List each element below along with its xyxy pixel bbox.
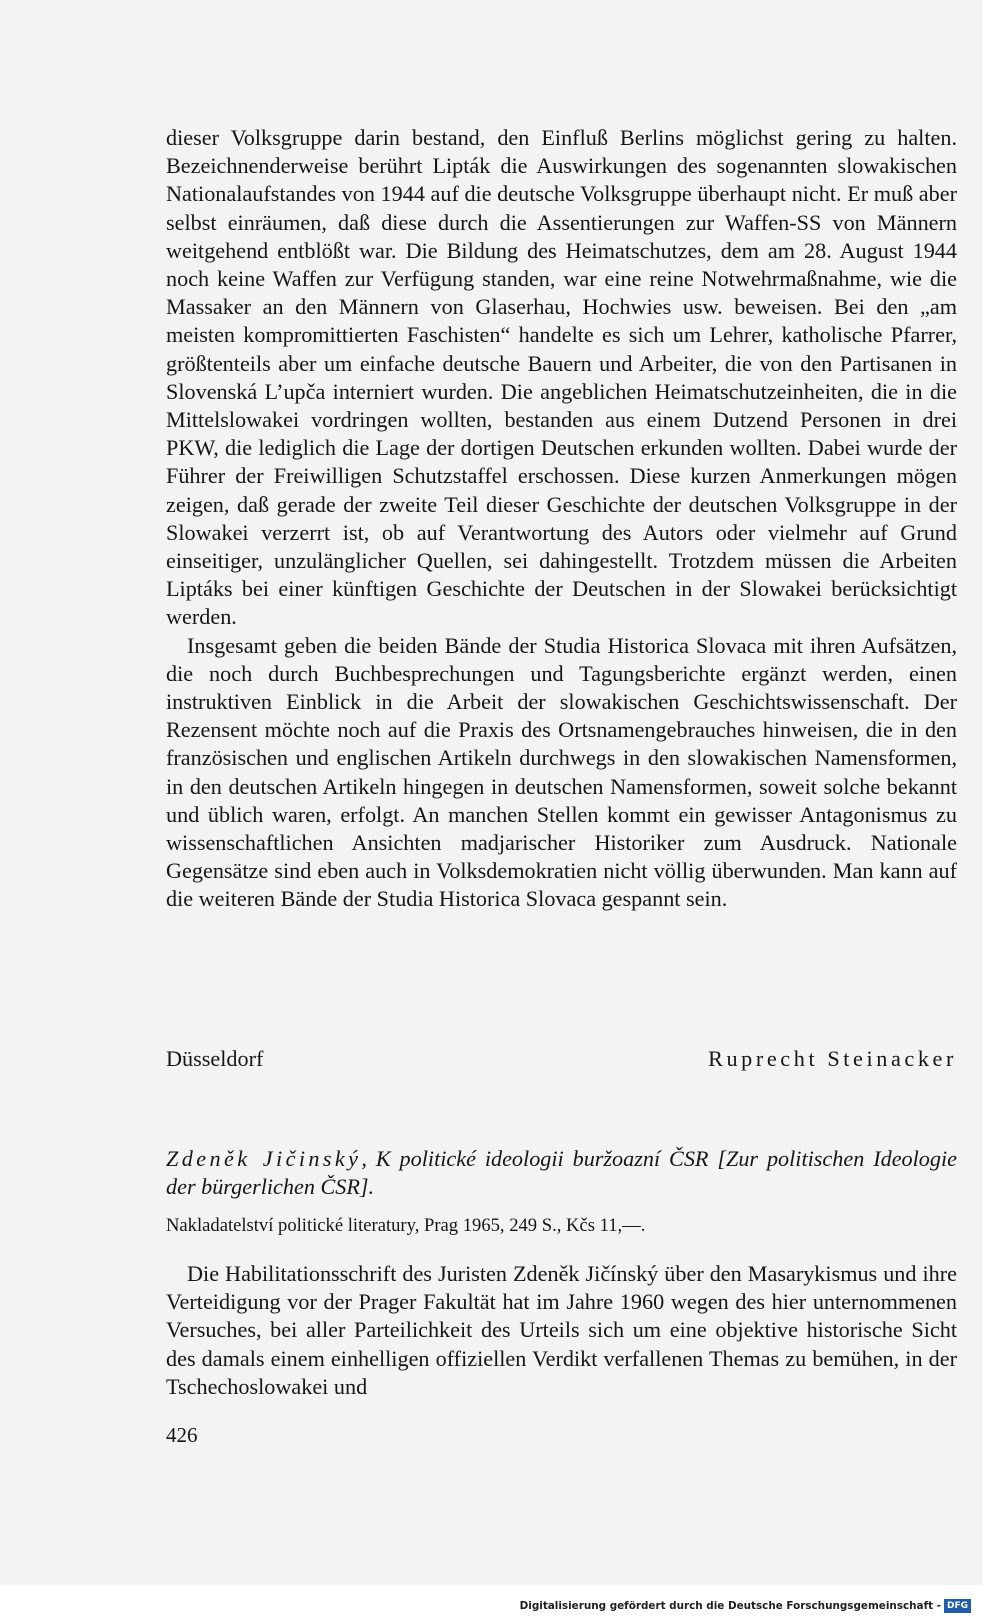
review-body-jicinsky <box>166 1260 957 1401</box>
heading-author: Zdeněk Jičinský <box>166 1146 362 1171</box>
dfg-logo-icon: DFG <box>944 1599 971 1613</box>
body-paragraph: dieser Volksgruppe darin bestand, den Einfluß Berlins möglichst gering zu halten. Bezeichnenderweise berührt Lipták die Auswirkungen des sogenannten slowakischen Nationalaufstandes von 1944 auf die deutsche Volksgruppe überhaupt nicht. Er muß aber selbst einräumen, daß diese durch die Assentierungen zur Waffen-SS von Männern weitgehend entblößt war. Die Bildung des Heimatschutzes, dem am 28. August 1944 noch keine Waffen zur Verfügung standen, war eine reine Notwehrmaßnahme, wie die Massaker an den Männern von Glaserhau, Hochwies usw. beweisen. Bei den „am meisten kompromittierten Faschisten“ handelte es sich um Lehrer, katholische Pfarrer, größtenteils aber um einfache deutsche Bauern und Arbeiter, die von den Partisanen in Slovenská L’upča interniert wurden. Die angeblichen Heimatschutzeinheiten, die in die Mittelslowakei vordringen wollten, bestanden aus einem Dutzend Personen in drei PKW, die lediglich die Lage der dortigen Deutschen erkunden wollten. Dabei wurde der Führer der Freiwilligen Schutzstaffel erschossen. Diese kurzen Anmerkungen mögen zeigen, daß gerade der zweite Teil dieser Geschichte der deutschen Volksgruppe in der Slowakei verzerrt ist, ob auf Verantwortung des Autors oder vielmehr auf Grund einseitiger, unzulänglicher Quellen, sei dahingestellt. Trotzdem müssen die Arbeiten Liptáks bei einer künftigen Geschichte der Deutschen in der Slowakei berücksichtigt werden. <box>166 125 957 630</box>
review-body-steinacker <box>166 124 957 914</box>
digitization-footer <box>520 1598 971 1614</box>
page-number: 426 <box>166 1423 198 1447</box>
heading-title: , K politické ideologii buržoazní ČSR [Zur politischen Ideologie der bürgerlichen ČSR]. <box>166 1146 957 1200</box>
review-signature <box>166 1046 957 1076</box>
signature-author: Ruprecht Steinacker <box>708 1046 957 1071</box>
signature-place: Düsseldorf <box>166 1046 264 1071</box>
review-heading <box>166 1145 957 1201</box>
body-paragraph: Insgesamt geben die beiden Bände der Studia Historica Slovaca mit ihren Aufsätzen, die noch durch Buchbesprechungen und Tagungsberichte ergänzt werden, einen instruktiven Einblick in die Arbeit der slowakischen Geschichtswissenschaft. Der Rezensent möchte noch auf die Praxis des Ortsnamengebrauches hinweisen, die in den französischen und englischen Artikeln durchwegs in den slowakischen Namensformen, in den deutschen Artikeln hingegen in deutschen Namensformen, soweit solche bekannt und üblich waren, erfolgt. An manchen Stellen kommt ein gewisser Antagonismus zu wissenschaftlichen Ansichten madjarischer Historiker zum Ausdruck. Nationale Gegensätze sind eben auch in Volksdemokratien nicht völlig überwunden. Man kann auf die weiteren Bände der Studia Historica Slovaca gespannt sein. <box>166 632 957 912</box>
body-paragraph: Die Habilitationsschrift des Juristen Zdeněk Jičínský über den Masarykismus und ihre Verteidigung vor der Prager Fakultät hat im Jahre 1960 wegen des hier unternommenen Versuches, bei aller Parteilichkeit des Urteils sich um eine objektive historische Sicht des damals einem einhelligen offiziellen Verdikt verfallenen Themas zu bemühen, in der Tschechoslowakei und <box>166 1261 957 1399</box>
footer-credit: Digitalisierung gefördert durch die Deutsche Forschungsgemeinschaft - <box>519 1600 941 1612</box>
publication-details: Nakladatelství politické literatury, Prag 1965, 249 S., Kčs 11,—. <box>166 1215 646 1236</box>
scan-margin-right <box>982 0 1000 1590</box>
